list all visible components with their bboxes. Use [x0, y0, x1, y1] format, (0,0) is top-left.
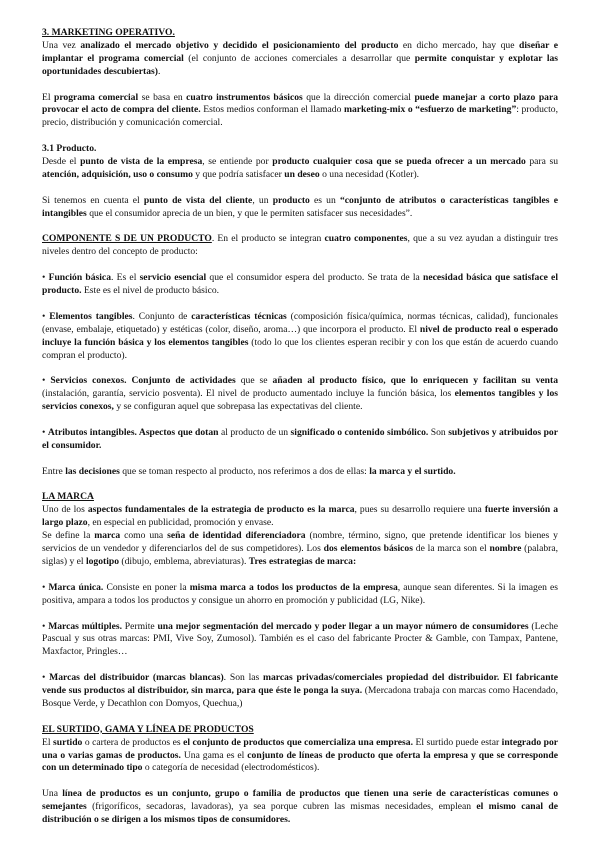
bold-text-run: nivel de producto real o esperado incluye la función básica y los elementos tangibles — [42, 323, 559, 348]
bold-text-run: analizado el mercado objetivo y decidido el posicionamiento del producto — [80, 39, 399, 51]
bold-text-run: aspectos fundamentales de la estrategia de producto es la marca — [87, 504, 355, 516]
text-run: (frigoríficos, secadoras, lavadoras), ya sea porque cubren las mismas necesidades, emplean — [86, 801, 477, 813]
surtido-paragraph-2 — [42, 788, 558, 827]
bold-text-run: puede manejar a corto plazo para provocar el acto de compra del cliente. — [42, 91, 559, 116]
marketing-paragraph-1 — [42, 40, 558, 79]
text-run: se basa en — [138, 91, 187, 103]
text-run: • — [42, 581, 49, 593]
text-run: • — [42, 272, 49, 284]
bold-text-run: “conjunto de atributos o características tangibles e intangibles — [42, 194, 558, 219]
text-run: Se define la — [42, 530, 95, 542]
producto-heading: 3.1 Producto. — [42, 143, 97, 155]
bold-text-run: marketing-mix o “esfuerzo de marketing” — [343, 104, 517, 116]
text-run: (Leche Pascual y sus otras marcas: PMI, Vive Soy, Zumosol). También es el caso del fabricante Procter & Gamble, con Tampax, Pantene, Maxfactor, Pringles… — [42, 620, 559, 658]
text-run: Permite — [121, 620, 158, 632]
bold-text-run: Marcas del distribuidor (marcas blancas) — [49, 672, 224, 684]
text-run: o una necesidad (Kotler). — [319, 168, 420, 180]
text-run: Uno de los — [42, 504, 88, 516]
text-run: que el consumidor aprecia de un bien, y que le permiten satisfacer sus necesidades”. — [86, 207, 413, 219]
text-run: : producto, precio, distribución y comunicación comercial. — [42, 104, 559, 129]
bold-text-run: características técnicas — [191, 310, 287, 322]
text-run: y que podría satisfacer — [192, 168, 285, 180]
text-run: Desde el — [42, 156, 81, 168]
marketing-paragraph-2 — [42, 92, 558, 131]
text-run: como una — [120, 530, 168, 542]
text-run: (palabra, siglas) y el — [42, 543, 558, 567]
text-run: , en especial en publicidad, promoción y envase. — [87, 517, 274, 529]
text-run: (composición física/química, normas técnicas, calidad), funcionales (envase, embalaje, etiquetado) y estéticas (color, diseño, aroma…) que incorpora el producto. El — [42, 310, 558, 335]
bold-text-run: logotipo — [85, 556, 120, 567]
bold-text-run: punto de vista del cliente — [143, 194, 253, 206]
bold-text-run: punto de vista de la empresa — [80, 156, 203, 168]
bold-text-run: un deseo — [284, 168, 320, 180]
bold-text-run: producto cualquier cosa que se pueda ofrecer a un mercado — [272, 156, 526, 168]
text-run: , un — [252, 194, 273, 206]
bold-text-run: la marca y el surtido. — [369, 465, 456, 477]
bold-text-run: Tres estrategias de marca: — [248, 556, 357, 567]
text-run: o categoría de necesidad (electrodomésticos). — [142, 762, 320, 774]
text-run: • — [42, 620, 49, 632]
text-run: . — [157, 65, 161, 77]
text-run: al producto de un — [218, 426, 291, 438]
bold-text-run: Marca única. — [48, 581, 104, 593]
text-run: y se configuran aquel que sobrepasa las expectativas del cliente. — [113, 401, 363, 413]
surtido-heading: EL SURTIDO, GAMA Y LÍNEA DE PRODUCTOS — [42, 723, 254, 735]
text-run: Consiste en poner la — [103, 581, 190, 593]
text-run: , aunque sean diferentes. Si la imagen es positiva, ampara a todos los productos y consigue un ahorro en promoción y publicidad (LG, Nike). — [42, 581, 558, 606]
bold-text-run: nombre — [489, 543, 522, 555]
text-run: (dibujo, emblema, abreviaturas). — [119, 556, 249, 567]
bold-text-run: Servicios conexos. Conjunto de actividades — [50, 375, 236, 387]
bold-text-run: necesidad básica que satisface el producto. — [42, 272, 558, 297]
text-run: que el consumidor espera del producto. Se trata de la — [206, 272, 424, 284]
bold-text-run: integrado por una o varias gamas de productos. — [42, 736, 558, 761]
bold-text-run: las decisiones — [65, 465, 120, 477]
text-run: Una — [42, 788, 63, 800]
marca-unica — [42, 582, 558, 608]
bold-text-run: misma marca a todos los productos de la empresa — [189, 581, 398, 593]
text-run: El — [42, 91, 55, 103]
text-run: . Es el — [111, 272, 140, 284]
bold-text-run: una mejor segmentación del mercado y poder llegar a un mayor número de consumidores — [157, 620, 529, 632]
bold-text-run: servicio esencial — [139, 272, 207, 284]
text-run: (nombre, término, signo, que pretende identificar los bienes y servicios de un vendedor y diferenciarlos del de sus competidores). Los — [42, 530, 558, 555]
text-run: o cartera de productos es — [82, 736, 184, 748]
producto-paragraph-1 — [42, 156, 558, 182]
text-run: . Son las — [223, 672, 264, 684]
text-run: Son — [428, 426, 449, 438]
componente-servicios-conexos — [42, 375, 558, 414]
text-run: El surtido puede estar — [412, 736, 502, 748]
text-run: (instalación, garantía, servicio posventa). El nivel de producto aumentado incluye la función básica, los — [42, 388, 455, 400]
marca-heading: LA MARCA — [42, 491, 94, 503]
surtido-paragraph-1 — [42, 737, 558, 776]
text-run: en dicho mercado, hay que — [398, 39, 520, 51]
text-run: que se toman respecto al producto, nos referimos a dos de ellas: — [119, 465, 370, 477]
bold-text-run: seña de identidad diferenciadora — [167, 530, 306, 542]
componente-elementos-tangibles — [42, 311, 558, 363]
componente-funcion-basica — [42, 272, 558, 298]
marcas-distribuidor — [42, 672, 558, 711]
bold-text-run: dos elementos básicos — [323, 543, 413, 555]
producto-paragraph-2 — [42, 195, 558, 221]
bold-text-run: añaden al producto físico, que lo enriquecen y facilitan su venta — [272, 375, 558, 387]
bold-text-run: surtido — [53, 736, 83, 748]
componentes-closing — [42, 466, 558, 479]
text-run: • — [42, 426, 48, 438]
bold-text-run: marca — [94, 530, 121, 542]
bold-text-run: conjunto de líneas de producto que oferta la empresa y que se corresponde con un determinado tipo — [42, 749, 558, 774]
text-run: , que a su vez ayudan a distinguir tres niveles dentro del concepto de producto: — [42, 233, 558, 258]
text-run: (Mercadona trabaja con marcas como Hacendado, Bosque Verde, y Decathlon con Domyos, Quechua,) — [42, 685, 559, 709]
text-run: • — [42, 672, 50, 684]
componentes-heading: COMPONENTE S DE UN PRODUCTO — [42, 233, 212, 245]
componente-atributos-intangibles — [42, 427, 558, 453]
bold-text-run: diseñar e implantar el programa comercial — [42, 39, 559, 64]
bold-text-run: fuerte inversión a largo plazo — [42, 504, 558, 529]
text-run: , se entiende por — [202, 156, 273, 168]
text-run: El — [42, 736, 54, 748]
text-run: . Conjunto de — [132, 310, 192, 322]
bold-text-run: el mismo canal de distribución o se dirigen a los mismos tipos de consumidores. — [42, 801, 558, 826]
text-run: Una vez — [42, 39, 81, 51]
bold-text-run: Atributos intangibles. Aspectos que dotan — [47, 426, 219, 438]
bold-text-run: significado o contenido simbólico. — [290, 426, 429, 438]
text-run: Este es el nivel de producto básico. — [81, 285, 220, 297]
componentes-paragraph — [42, 233, 558, 259]
bold-text-run: atención, adquisición, uso o consumo — [42, 168, 193, 180]
text-run: para su — [525, 156, 558, 168]
bold-text-run: Marcas múltiples. — [48, 620, 122, 632]
marca-paragraph-1 — [42, 504, 558, 530]
text-run: (el conjunto de acciones comerciales a desarrollar que — [183, 52, 415, 64]
text-run: , pues su desarrollo requiere una — [354, 504, 485, 516]
bold-text-run: cuatro componentes — [324, 233, 408, 245]
text-run: . En el producto se integran — [211, 233, 325, 245]
bold-text-run: producto — [272, 194, 310, 206]
bold-text-run: el conjunto de productos que comercializa una empresa. — [183, 736, 413, 748]
bold-text-run: permite conquistar y explotar las oportunidades descubiertas) — [42, 52, 559, 77]
marca-paragraph-2 — [42, 530, 558, 569]
text-run: Entre — [42, 465, 66, 477]
text-run: Si tenemos en cuenta el — [42, 194, 144, 206]
text-run: es un — [309, 194, 340, 206]
bold-text-run: Función básica — [48, 272, 111, 284]
marketing-heading: 3. MARKETING OPERATIVO. — [42, 27, 175, 38]
marcas-multiples — [42, 621, 558, 660]
text-run: que se — [235, 375, 273, 387]
text-run: (todo lo que los clientes esperan recibir y con los que están de acuerdo cuando compran el producto). — [42, 336, 558, 361]
text-run: Estos medios conforman el llamado — [200, 104, 344, 116]
bold-text-run: Elementos tangibles — [49, 310, 133, 322]
text-run: que la dirección comercial — [302, 91, 415, 103]
text-run: de la marca son el — [412, 543, 490, 555]
text-run: • — [42, 310, 50, 322]
text-run: • — [42, 375, 51, 387]
bold-text-run: programa comercial — [54, 91, 139, 103]
bold-text-run: línea de productos es un conjunto, grupo o familia de productos que tienen una serie de características comunes o semejantes — [42, 788, 558, 813]
bold-text-run: marcas privadas/comerciales propiedad del distribuidor. El fabricante vende sus productos al distribuidor, sin marca, para que éste le ponga la suya. — [42, 672, 558, 697]
text-run: Una gama es el — [180, 749, 248, 761]
bold-text-run: cuatro instrumentos básicos — [186, 91, 303, 103]
bold-text-run: subjetivos y atribuidos por el consumidor. — [42, 426, 558, 451]
bold-text-run: elementos tangibles y los servicios conexos, — [42, 388, 559, 413]
